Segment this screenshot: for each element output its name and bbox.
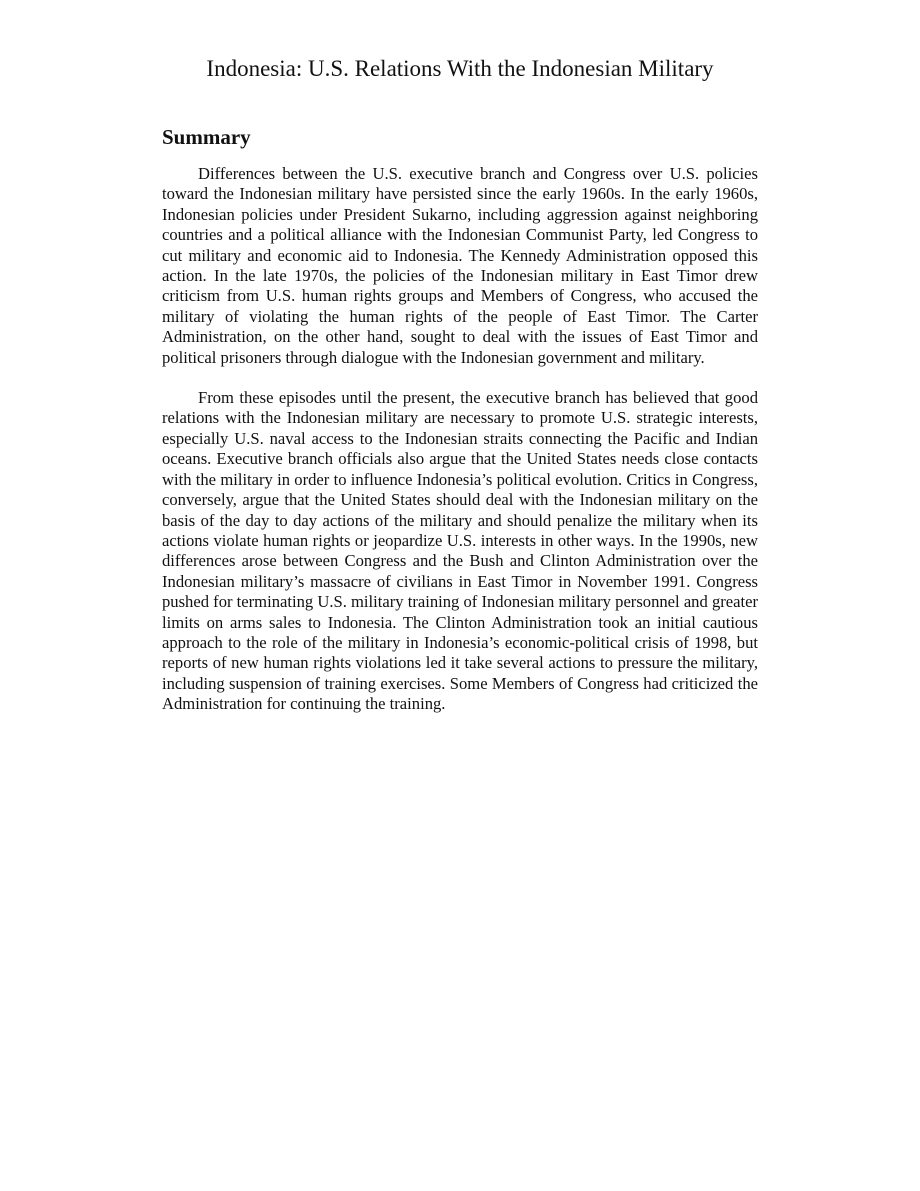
- summary-paragraph-1: Differences between the U.S. executive branch and Congress over U.S. policies toward the Indonesian military have persisted since the early 1960s. In the early 1960s, Indonesian policies under President Sukarno, including aggression against neighboring countries and a political alliance with the Indonesian Communist Party, led Congress to cut military and economic aid to Indonesia. The Kennedy Administration opposed this action. In the late 1970s, the policies of the Indonesian military in East Timor drew criticism from U.S. human rights groups and Members of Congress, who accused the military of violating the human rights of the people of East Timor. The Carter Administration, on the other hand, sought to deal with the issues of East Timor and political prisoners through dialogue with the Indonesian government and military.: [162, 164, 758, 367]
- document-page: [162, 54, 758, 735]
- document-title: Indonesia: U.S. Relations With the Indonesian Military: [206, 56, 714, 81]
- summary-paragraph-2: From these episodes until the present, the executive branch has believed that good relations with the Indonesian military are necessary to promote U.S. strategic interests, especially U.S. naval access to the Indonesian straits connecting the Pacific and Indian oceans. Executive branch officials also argue that the United States needs close contacts with the military in order to influence Indonesia’s political evolution. Critics in Congress, conversely, argue that the United States should deal with the Indonesian military on the basis of the day to day actions of the military and should penalize the military when its actions violate human rights or jeopardize U.S. interests in other ways. In the 1990s, new differences arose between Congress and the Bush and Clinton Administration over the Indonesian military’s massacre of civilians in East Timor in November 1991. Congress pushed for terminating U.S. military training of Indonesian military personnel and greater limits on arms sales to Indonesia. The Clinton Administration took an initial cautious approach to the role of the military in Indonesia’s economic-political crisis of 1998, but reports of new human rights violations led it take several actions to pressure the military, including suspension of training exercises. Some Members of Congress had criticized the Administration for continuing the training.: [162, 388, 758, 714]
- section-heading-summary: Summary: [162, 125, 251, 149]
